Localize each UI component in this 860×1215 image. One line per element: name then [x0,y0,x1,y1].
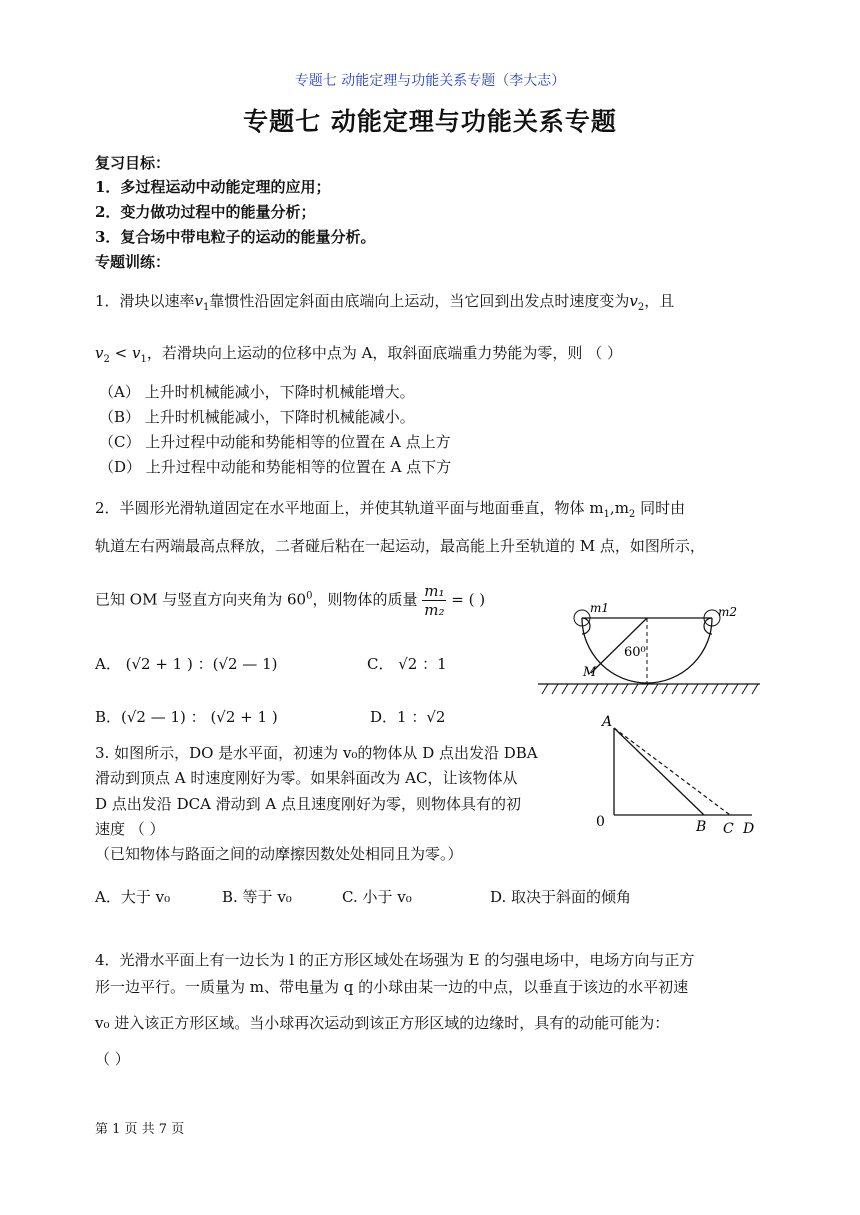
page-footer: 第 1 页 共 7 页 [95,1122,185,1137]
q3-option-b: B. 等于 v₀ [222,888,292,906]
label-angle: 60⁰ [624,645,646,660]
q2-option-d: D．1 ：√2 [370,708,446,726]
incline-figure [592,710,772,842]
label-O: 0 [596,814,605,830]
page-header: 专题七 动能定理与功能关系专题（李大志） [294,73,566,89]
q1-option-b: （B） 上升时机械能减小，下降时机械能减小。 [99,408,415,426]
label-B: B [696,819,707,835]
incline-AB [614,728,704,815]
training-heading: 专题训练： [95,253,171,271]
q4-line2: 形一边平行。一质量为 m、带电量为 q 的小球由某一边的中点，以垂直于该边的水平初速 [95,978,689,996]
q2-line3: 已知 OM 与竖直方向夹角为 $60^0$，则物体的质量 $\frac{\text{m₁}}{\text{m₂}}$ = ( ) [95,582,486,619]
q1-option-a: （A） 上升时机械能减小，下降时机械能增大。 [99,383,415,401]
label-D: D [743,821,755,837]
label-C: C [723,821,734,837]
q2-line2: 轨道左右两端最高点释放，二者碰后粘在一起运动，最高能上升至轨道的 M 点，如图所示， [95,537,705,555]
goals-heading: 复习目标： [95,154,171,172]
q3-option-a: A．大于 v₀ [95,888,171,906]
q3-line4: 速度 （ ） [95,820,165,838]
q2-line1: 2．半圆形光滑轨道固定在水平地面上，并使其轨道平面与地面垂直，物体 $m_1,m_2$ 同时由 [95,499,686,520]
q3-line3: D 点出发沿 DCA 滑动到 A 点且速度刚好为零，则物体具有的初 [95,795,522,813]
goal-item-2: 2．变力做功过程中的能量分析； [95,203,316,221]
label-A: A [602,714,613,730]
goal-item-3: 3．复合场中带电粒子的运动的能量分析。 [95,228,376,246]
page-title: 专题七 动能定理与功能关系专题 [243,107,617,136]
q4-line3: v₀ 进入该正方形区域。当小球再次运动到该正方形区域的边缘时，具有的动能可能为： [95,1014,670,1032]
goal-item-1: 1．多过程运动中动能定理的应用； [95,178,331,196]
q3-option-c: C. 小于 v₀ [342,888,412,906]
q4-line1: 4．光滑水平面上有一边长为 l 的正方形区域处在场强为 E 的匀强电场中，电场方向与正方 [95,951,695,969]
label-m2: m2 [718,605,738,619]
mass-ratio-fraction: $\frac{\text{m₁}}{\text{m₂}}$ [424,582,445,619]
q2-option-b: B．(√2 — 1) ： (√2 + 1 ) [95,708,278,726]
q3-line1: 3. 如图所示，DO 是水平面，初速为 v₀的物体从 D 点出发沿 DBA [95,744,538,762]
q1-option-c: （C） 上升过程中动能和势能相等的位置在 A 点上方 [99,433,451,451]
label-M: M [583,665,597,680]
semicircle-track-figure [530,598,770,698]
q2-option-c: C． √2 ：1 [367,655,447,673]
q3-option-d: D. 取决于斜面的倾角 [490,888,632,906]
q1-option-d: （D） 上升过程中动能和势能相等的位置在 A 点下方 [99,458,452,476]
q4-line4: （ ） [95,1050,130,1068]
label-m1: m1 [590,601,610,615]
q1-line2: $v_2 < v_1$，若滑块向上运动的位移中点为 A，取斜面底端重力势能为零，则 （ ） [95,344,622,365]
q1-line1: 1．滑块以速率$v_1$靠惯性沿固定斜面由底端向上运动，当它回到出发点时速度变为$v_2$，且 [95,292,675,313]
q3-line2: 滑动到顶点 A 时速度刚好为零。如果斜面改为 AC，让该物体从 [95,769,518,787]
ground-hatching [542,684,758,694]
q3-line5: （已知物体与路面之间的动摩擦因数处处相同且为零。） [95,845,463,863]
incline-AC [614,728,730,815]
q2-option-a: A． (√2 + 1 ) ：(√2 — 1) [95,655,278,673]
